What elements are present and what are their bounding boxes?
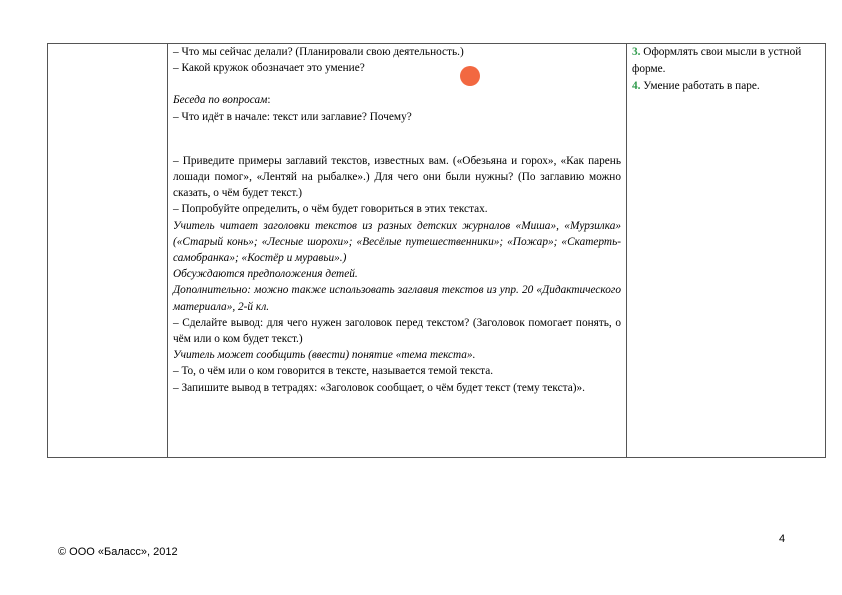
paragraph-discuss: Обсуждаются предположения детей. [173, 268, 358, 281]
skills-cell [632, 44, 822, 94]
page-number: 4 [779, 533, 786, 545]
skill-item-3 [632, 44, 822, 78]
column-divider-2 [626, 44, 627, 457]
question-line: – Какой кружок обозначает это умение? [173, 62, 365, 75]
paragraph-concept: Учитель может сообщить (ввести) понятие «тема текста». [173, 349, 476, 362]
question-line: – Что мы сейчас делали? (Планировали свою деятельность.) [173, 46, 464, 58]
column-divider-1 [167, 44, 168, 457]
skill-number: 4. [632, 79, 641, 92]
orange-circle-marker [460, 66, 480, 86]
skill-item-4 [632, 78, 822, 95]
lesson-content-cell [173, 44, 621, 396]
paragraph-conclusion: – Сделайте вывод: для чего нужен заголовок перед текстом? (Заголовок помогает понять, о чём или о ком будет текст.) [173, 316, 621, 346]
skill-text: Умение работать в паре. [640, 79, 760, 92]
concept-term: «тема текста» [395, 349, 473, 362]
paragraph-write: – Запишите вывод в тетрадях: «Заголовок сообщает, о чём будет текст (тему текста)». [173, 381, 585, 394]
skill-number: 3. [632, 46, 641, 58]
paragraph-extra: Дополнительно: можно также использовать заглавия текстов из упр. 20 «Дидактического материала», 2-й кл. [173, 284, 621, 313]
discussion-heading-text: Беседа по вопросам [173, 94, 268, 107]
paragraph-examples: – Приведите примеры заглавий текстов, известных вам. («Обезьяна и горох», «Как парень лошади помог», «Лентяй на рыбалке».) Для чего они были нужны? (По заглавию можно сказать, о чём будет текст.) [173, 154, 621, 200]
paragraph-theme: – То, о чём или о ком говорится в тексте, называется темой текста. [173, 365, 494, 378]
question-line: – Что идёт в начале: текст или заглавие? Почему? [173, 110, 412, 123]
discussion-heading: Беседа по вопросам: [173, 94, 271, 107]
lesson-table [47, 43, 826, 458]
copyright-footer: © ООО «Баласс», 2012 [58, 546, 178, 558]
paragraph-try: – Попробуйте определить, о чём будет говориться в этих текстах. [173, 203, 488, 216]
skill-text: Оформлять свои мысли в устной форме. [632, 46, 802, 75]
paragraph-teacher-reads: Учитель читает заголовки текстов из разных детских журналов «Миша», «Мурзилка» («Старый конь»; «Лесные шорохи»; «Весёлые путешественники»; «Пожар»; «Скатерть-самобранка»; «Костёр и муравьи».) [173, 219, 621, 265]
